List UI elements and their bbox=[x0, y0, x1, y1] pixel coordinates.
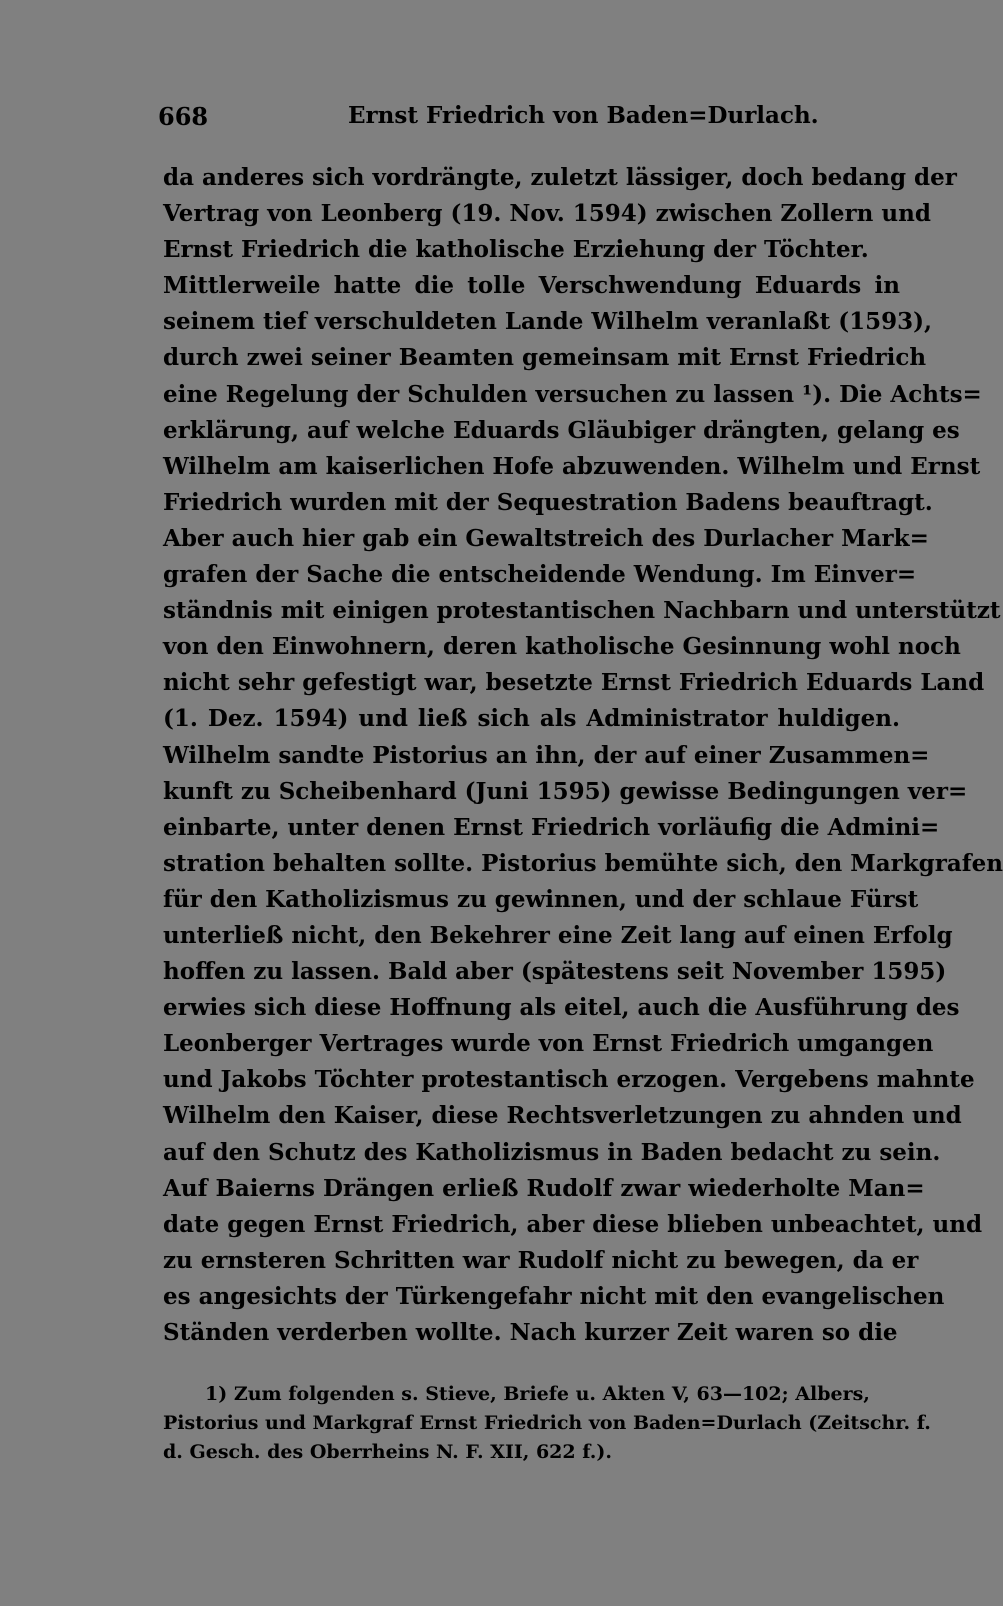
footnote-line: Pistorius und Markgraf Ernst Friedrich von Baden=Durlach (Zeitschr. f. bbox=[163, 1412, 931, 1434]
text-line: date gegen Ernst Friedrich, aber diese blieben unbeachtet, und bbox=[163, 1210, 983, 1238]
text-line: eine Regelung der Schulden versuchen zu lassen ¹). Die Achts= bbox=[163, 380, 982, 408]
text-line: grafen der Sache die entscheidende Wendung. Im Einver= bbox=[163, 561, 917, 589]
text-line: Leonberger Vertrages wurde von Ernst Friedrich umgangen bbox=[163, 1030, 934, 1058]
text-line: stration behalten sollte. Pistorius bemühte sich, den Markgrafen bbox=[163, 849, 1003, 877]
text-line: von den Einwohnern, deren katholische Gesinnung wohl noch bbox=[163, 633, 961, 661]
text-line: hoffen zu lassen. Bald aber (spätestens seit November 1595) bbox=[163, 958, 947, 986]
text-line: unterließ nicht, den Bekehrer eine Zeit lang auf einen Erfolg bbox=[163, 921, 953, 949]
text-line: Aber auch hier gab ein Gewaltstreich des Durlacher Mark= bbox=[163, 524, 929, 552]
text-line: da anderes sich vordrängte, zuletzt lässiger, doch bedang der bbox=[163, 164, 957, 191]
text-line: für den Katholizismus zu gewinnen, und der schlaue Fürst bbox=[163, 885, 919, 913]
text-line: einbarte, unter denen Ernst Friedrich vorläufig die Admini= bbox=[163, 813, 940, 841]
text-line: ständnis mit einigen protestantischen Nachbarn und unterstützt bbox=[163, 597, 1001, 625]
text-line: Vertrag von Leonberg (19. Nov. 1594) zwischen Zollern und bbox=[163, 200, 931, 228]
text-line: und Jakobs Töchter protestantisch erzogen. Vergebens mahnte bbox=[163, 1066, 975, 1094]
text-line: erklärung, auf welche Eduards Gläubiger drängten, gelang es bbox=[163, 416, 960, 444]
text-line: Friedrich wurden mit der Sequestration Badens beauftragt. bbox=[163, 488, 933, 516]
footnotes bbox=[163, 1380, 931, 1467]
page-header bbox=[158, 102, 898, 138]
body-text bbox=[163, 160, 1003, 1351]
text-line: Wilhelm den Kaiser, diese Rechtsverletzungen zu ahnden und bbox=[163, 1102, 962, 1130]
text-line: (1. Dez. 1594) und ließ sich als Administrator huldigen. bbox=[163, 705, 900, 733]
text-line: Ernst Friedrich die katholische Erziehung der Töchter. bbox=[163, 236, 869, 264]
page-number: 668 bbox=[158, 102, 209, 131]
text-line: zu ernsteren Schritten war Rudolf nicht zu bewegen, da er bbox=[163, 1246, 919, 1274]
text-line: kunft zu Scheibenhard (Juni 1595) gewisse Bedingungen ver= bbox=[163, 777, 968, 805]
text-line: durch zwei seiner Beamten gemeinsam mit Ernst Friedrich bbox=[163, 344, 927, 372]
text-line: seinem tief verschuldeten Lande Wilhelm veranlaßt (1593), bbox=[163, 308, 932, 336]
footnote-line: d. Gesch. des Oberrheins N. F. XII, 622 f.). bbox=[163, 1441, 612, 1463]
text-line: Ständen verderben wollte. Nach kurzer Zeit waren so die bbox=[163, 1319, 898, 1346]
text-line: Mittlerweile hatte die tolle Verschwendung Eduards in bbox=[163, 272, 900, 300]
text-line: Wilhelm sandte Pistorius an ihn, der auf einer Zusammen= bbox=[163, 741, 930, 769]
text-line: auf den Schutz des Katholizismus in Baden bedacht zu sein. bbox=[163, 1138, 941, 1166]
text-line: nicht sehr gefestigt war, besetzte Ernst Friedrich Eduards Land bbox=[163, 669, 985, 697]
text-line: Auf Baierns Drängen erließ Rudolf zwar wiederholte Man= bbox=[163, 1174, 925, 1202]
text-line: Wilhelm am kaiserlichen Hofe abzuwenden. Wilhelm und Ernst bbox=[163, 452, 981, 480]
running-title: Ernst Friedrich von Baden=Durlach. bbox=[348, 102, 819, 129]
footnote-line: 1) Zum folgenden s. Stieve, Briefe u. Akten V, 63—102; Albers, bbox=[205, 1383, 870, 1405]
text-line: erwies sich diese Hoffnung als eitel, auch die Ausführung des bbox=[163, 994, 960, 1022]
text-line: es angesichts der Türkengefahr nicht mit den evangelischen bbox=[163, 1282, 945, 1310]
